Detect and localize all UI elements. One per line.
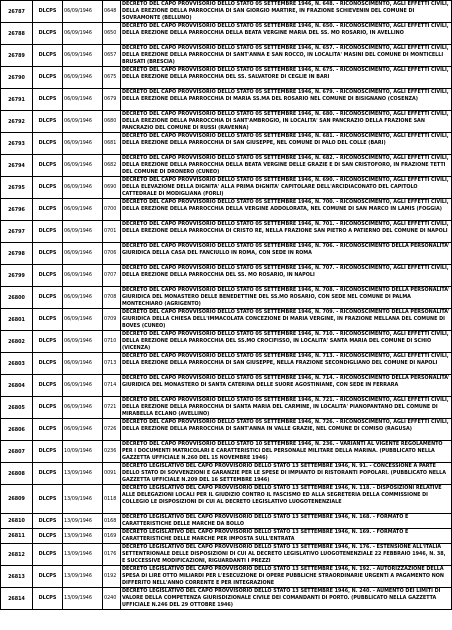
record-number: 26796 xyxy=(1,199,33,221)
act-number: 0118 xyxy=(103,485,121,514)
act-description: DECRETO DEL CAPO PROVVISORIO DELLO STATO 05 SETTEMBRE 1946, N. 690. - RICONOSCIMENTO, AGLI EFFETTI CIVILI, DELLA ELEVAZIONE DELLA DIGNITA' ALLA PRIMA DIGNITA' CAPITOLARE DELL'ARCIDIACONATO DEL CAPITOLO CATTEDRALE DI MODIGLIANA (FORLI) xyxy=(121,177,452,199)
act-type: DLCPS xyxy=(33,243,63,265)
table-row xyxy=(1,375,452,397)
act-description: DECRETO DEL CAPO PROVVISORIO DELLO STATO 05 SETTEMBRE 1946, N. 650. - RICONOSCIMENTO, AGLI EFFETTI CIVILI, DELLA EREZIONE DELLA PARROCCHIA DELLA BEATA VERGINE MARIA DEL SS. MO ROSARIO, IN AVELLINO xyxy=(121,23,452,45)
record-number: 26790 xyxy=(1,67,33,89)
table-row xyxy=(1,529,452,544)
act-date: 10/09/1946 xyxy=(63,441,103,463)
act-description: DECRETO DEL CAPO PROVVISORIO DELLO STATO 05 SETTEMBRE 1946, N. 701. - RICONOSCIMENTO, AGLI EFFETTI CIVILI, DELLA EREZIONE DELLA PARROCCHIA DI CRISTO RE, NELLA FRAZIONE SAN PIETRO A PATIERNO DEL COMUNE DI NAPOLI xyxy=(121,221,452,243)
record-number: 26802 xyxy=(1,331,33,353)
act-description: DECRETO DEL CAPO PROVVISORIO DELLO STATO 05 SETTEMBRE 1946, N. 721. - RICONOSCIMENTO, AGLI EFFETTI CIVILI, DELLA EREZIONE DELLA PARROCCHIA DI SANTA MARIA DEL CARMINE, IN LOCALITA' PIANOPANTANO DEL COMUNE DI MIRABELLA ECLANO (AVELLINO) xyxy=(121,397,452,419)
act-date: 13/09/1946 xyxy=(63,588,103,610)
act-description: DECRETO DEL CAPO PROVVISORIO DELLO STATO 05 SETTEMBRE 1946, N. 706. - RICONOSCIMENTO DELLA PERSONALITA' GIURIDICA DELLA CASA DEL FANCIULLO IN ROMA, CON SEDE IN ROMA xyxy=(121,243,452,265)
table-row xyxy=(1,544,452,566)
act-type: DLCPS xyxy=(33,45,63,67)
record-number: 26795 xyxy=(1,177,33,199)
record-number: 26810 xyxy=(1,514,33,529)
act-number: 0169 xyxy=(103,529,121,544)
act-date: 06/09/1946 xyxy=(63,177,103,199)
act-number: 0657 xyxy=(103,45,121,67)
act-description: DECRETO DEL CAPO PROVVISORIO DELLO STATO 05 SETTEMBRE 1946, N. 681. - RICONOSCIMENTO, AGLI EFFETTI CIVILI, DELLA EREZIONE DELLA PARROCCHIA DI SAN GIUSEPPE, NEL COMUNE DI PALO DEL COLLE (BARI) xyxy=(121,133,452,155)
act-number: 0680 xyxy=(103,111,121,133)
table-row xyxy=(1,397,452,419)
record-number: 26806 xyxy=(1,419,33,441)
act-number: 0168 xyxy=(103,514,121,529)
table-row xyxy=(1,287,452,309)
table-row xyxy=(1,177,452,199)
table-row xyxy=(1,441,452,463)
act-description: DECRETO DEL CAPO PROVVISORIO DELLO STATO 05 SETTEMBRE 1946, N. 708. - RICONOSCIMENTO DELLA PERSONALITA' GIURIDICA DEL MONASTERO DELLE BENEDETTINE DEL SS.MO ROSARIO, CON SEDE NEL COMUNE DI PALMA MONTECHIARO (AGRIGENTO) xyxy=(121,287,452,309)
act-date: 06/09/1946 xyxy=(63,419,103,441)
record-number: 26798 xyxy=(1,243,33,265)
act-date: 06/09/1946 xyxy=(63,309,103,331)
act-type: DLCPS xyxy=(33,287,63,309)
act-description: DECRETO LEGISLATIVO DEL CAPO PROVVISORIO DELLO STATO 13 SETTEMBRE 1946, N. 118. - DISPOSIZIONI RELATIVE ALLE DELEGAZIONI LOCALI PER IL GIUDIZIO CONTRO IL FASCISMO ED ALLA SEGRETERIA DELLA COMMISSIONE DI COLLEGIO LE DISPOSIZIONI DI CUI AL DECRETO LEGISLATIVO LUOGOTENENZIALE xyxy=(121,485,452,514)
act-type: DLCPS xyxy=(33,309,63,331)
table-row xyxy=(1,265,452,287)
act-number: 0176 xyxy=(103,544,121,566)
act-type: DLCPS xyxy=(33,353,63,375)
table-row xyxy=(1,309,452,331)
table-row xyxy=(1,67,452,89)
act-description: DECRETO LEGISLATIVO DEL CAPO PROVVISORIO DELLO STATO 13 SETTEMBRE 1946, N. 192. - AUTORIZZAZIONE DELLA SPESA DI LIRE OTTO MILIARDI PER L'ESECUZIONE DI OPERE PUBBLICHE STRAORDINARIE URGENTI A PAGAMENTO NON DIFFERITO NELL'ANNO CORRENTE E PER INTEGRAZIONE xyxy=(121,566,452,588)
act-number: 0700 xyxy=(103,199,121,221)
act-number: 0707 xyxy=(103,265,121,287)
record-number: 26811 xyxy=(1,529,33,544)
table-row xyxy=(1,111,452,133)
table-row xyxy=(1,155,452,177)
act-type: DLCPS xyxy=(33,67,63,89)
act-description: DECRETO DEL CAPO PROVVISORIO DELLO STATO 05 SETTEMBRE 1946, N. 713. - RICONOSCIMENTO, AGLI EFFETTI CIVILI, DELLA EREZIONE DELLA PARROCCHIA DI SAN GIUSEPPE, NELLA FRAZIONE SECONDIGLIANO DEL COMUNE DI NAPOLI xyxy=(121,353,452,375)
act-number: 0236 xyxy=(103,441,121,463)
record-number: 26789 xyxy=(1,45,33,67)
table-row xyxy=(1,23,452,45)
act-description: DECRETO DEL CAPO PROVVISORIO DELLO STATO 10 SETTEMBRE 1946, N. 236. - VARIANTI AL VIGENTE REGOLAMENTO PER I DOCUMENTI MATRICOLARI E CARATTERISTICI DEL PERSONALE MILITARE DELLA MARINA. (PUBBLICATO NELLA GAZZETTA UFFICIALE N.260 DEL 15 NOVEMBRE 1946) xyxy=(121,441,452,463)
act-date: 06/09/1946 xyxy=(63,89,103,111)
act-date: 06/09/1946 xyxy=(63,353,103,375)
act-description: DECRETO DEL CAPO PROVVISORIO DELLO STATO 05 SETTEMBRE 1946, N. 707. - RICONOSCIMENTO, AGLI EFFETTI CIVILI, DELLA EREZIONE DELLA PARROCCHIA DEL SS. MO ROSARIO, IN NAPOLI xyxy=(121,265,452,287)
act-number: 0675 xyxy=(103,67,121,89)
act-description: DECRETO LEGISLATIVO DEL CAPO PROVVISORIO DELLO STATO 13 SETTEMBRE 1946, N. 91. - CONCESSIONE A PARTE DELLO STATO DI SOVVENZIONI E GARANZIE PER LE SPESE DI IMPIANTO DI RISTORANTI POPOLARI. (PUBBLICATO NELLA GAZZETTA UFFICIALE N.209 DEL 16 SETTEMBRE 1946) xyxy=(121,463,452,485)
act-description: DECRETO DEL CAPO PROVVISORIO DELLO STATO 05 SETTEMBRE 1946, N. 657. - RICONOSCIMENTO, AGLI EFFETTI CIVILI, DELLA EREZIONE DELLA PARROCCHIA DI SANT'ANNA E SAN ROCCO, IN LOCALITA' MASINI DEL COMUNE DI MONTICELLI BRUSATI (BRESCIA) xyxy=(121,45,452,67)
record-number: 26808 xyxy=(1,463,33,485)
table-row xyxy=(1,133,452,155)
act-type: DLCPS xyxy=(33,529,63,544)
act-description: DECRETO DEL CAPO PROVVISORIO DELLO STATO 05 SETTEMBRE 1946, N. 675. - RICONOSCIMENTO, AGLI EFFETTI CIVILI, DELLA EREZIONE DELLA PARROCCHIA DEL SS. SALVATORE DI CEGLIE IN BARI xyxy=(121,67,452,89)
act-date: 06/09/1946 xyxy=(63,375,103,397)
act-description: DECRETO DEL CAPO PROVVISORIO DELLO STATO 05 SETTEMBRE 1946, N. 709. - RICONOSCIMENTO DELLA PERSONALITA' GIURIDICA DELLA CHIESA DELL'IMMACOLATA CONCEZIONE DI MARIA VERGINE, IN FRAZIONE MELLANA DEL COMUNE DI BOVES (CUNEO) xyxy=(121,309,452,331)
act-type: DLCPS xyxy=(33,265,63,287)
act-date: 13/09/1946 xyxy=(63,566,103,588)
act-number: 0706 xyxy=(103,243,121,265)
act-date: 06/09/1946 xyxy=(63,243,103,265)
table-row xyxy=(1,485,452,514)
act-description: DECRETO LEGISLATIVO DEL CAPO PROVVISORIO DELLO STATO 13 SETTEMBRE 1946, N. 168. - FORMATO E CARATTERISTICHE DELLE MARCHE DA BOLLO xyxy=(121,514,452,529)
table-row xyxy=(1,353,452,375)
register-body xyxy=(1,1,452,610)
act-description: DECRETO DEL CAPO PROVVISORIO DELLO STATO 05 SETTEMBRE 1946, N. 679. - RICONOSCIMENTO, AGLI EFFETTI CIVILI, DELLA EREZIONE DELLA PARROCCHIA DI MARIA SS.MA DEL ROSARIO NEL COMUNE DI BISIGNANO (COSENZA) xyxy=(121,89,452,111)
act-date: 13/09/1946 xyxy=(63,544,103,566)
act-type: DLCPS xyxy=(33,544,63,566)
table-row xyxy=(1,199,452,221)
act-type: DLCPS xyxy=(33,133,63,155)
record-number: 26800 xyxy=(1,287,33,309)
act-date: 06/09/1946 xyxy=(63,67,103,89)
act-number: 0192 xyxy=(103,566,121,588)
act-type: DLCPS xyxy=(33,331,63,353)
record-number: 26809 xyxy=(1,485,33,514)
act-number: 0726 xyxy=(103,419,121,441)
act-date: 06/09/1946 xyxy=(63,155,103,177)
act-description: DECRETO LEGISLATIVO DEL CAPO PROVVISORIO DELLO STATO 13 SETTEMBRE 1946, N. 240. - AUMENTO DEI LIMITI DI VALORE DELLA COMPETENZA GIURISDIZIONALE CIVILE DEI COMANDANTI DI PORTO. (PUBBLICATO NELLA GAZZETTA UFFICIALE N.246 DEL 29 OTTOBRE 1946) xyxy=(121,588,452,610)
act-type: DLCPS xyxy=(33,375,63,397)
record-number: 26794 xyxy=(1,155,33,177)
act-type: DLCPS xyxy=(33,485,63,514)
table-row xyxy=(1,45,452,67)
act-type: DLCPS xyxy=(33,111,63,133)
act-description: DECRETO DEL CAPO PROVVISORIO DELLO STATO 05 SETTEMBRE 1946, N. 648. - RICONOSCIMENTO, AGLI EFFETTI CIVILI, DELLA EREZIONE DELLA PARROCCHIA DI SAN GIORGIO MARTIRE, IN FRAZIONE SCHIEVENIN DEL COMUNE DI SOVRAMONTE (BELLUNO) xyxy=(121,1,452,23)
act-description: DECRETO DEL CAPO PROVVISORIO DELLO STATO 05 SETTEMBRE 1946, N. 710. - RICONOSCIMENTO, AGLI EFFETTI CIVILI, DELLA EREZIONE DELLA PARROCCHIA DEL SS.MO CROCIFISSO, IN LOCALITA' SANTA MARIA DEL COMUNE DI SCHIO (VICENZA) xyxy=(121,331,452,353)
act-type: DLCPS xyxy=(33,155,63,177)
act-date: 13/09/1946 xyxy=(63,485,103,514)
record-number: 26804 xyxy=(1,375,33,397)
act-description: DECRETO LEGISLATIVO DEL CAPO PROVVISORIO DELLO STATO 13 SETTEMBRE 1946, N. 169. - FORMATO E CARATTERISTICHE DELLE MARCHE PER IMPOSTA SULL'ENTRATA xyxy=(121,529,452,544)
act-date: 06/09/1946 xyxy=(63,111,103,133)
act-description: DECRETO DEL CAPO PROVVISORIO DELLO STATO 05 SETTEMBRE 1946, N. 714. - RICONOSCIMENTO DELLA PERSONALITA' GIURIDICA DEL MONASTERO DI SANTA CATERINA DELLE SUORE AGOSTINIANE, CON SEDE IN FERRARA xyxy=(121,375,452,397)
act-type: DLCPS xyxy=(33,221,63,243)
act-date: 06/09/1946 xyxy=(63,1,103,23)
act-number: 0710 xyxy=(103,331,121,353)
act-number: 0721 xyxy=(103,397,121,419)
act-number: 0648 xyxy=(103,1,121,23)
table-row xyxy=(1,221,452,243)
act-number: 0650 xyxy=(103,23,121,45)
act-number: 0708 xyxy=(103,287,121,309)
act-description: DECRETO DEL CAPO PROVVISORIO DELLO STATO 05 SETTEMBRE 1946, N. 682. - RICONOSCIMENTO, AGLI EFFETTI CIVILI, DELLA EREZIONE DELLA PARROCCHIA DELLA BEATA VERGINE DELLE GRAZIE E DI SAN CRISTOFORO, IN FRAZIONE TETTI DEL COMUNE DI DRONERO (CUNEO) xyxy=(121,155,452,177)
record-number: 26793 xyxy=(1,133,33,155)
act-number: 0709 xyxy=(103,309,121,331)
table-row xyxy=(1,1,452,23)
act-date: 06/09/1946 xyxy=(63,265,103,287)
act-description: DECRETO DEL CAPO PROVVISORIO DELLO STATO 05 SETTEMBRE 1946, N. 700. - RICONOSCIMENTO, AGLI EFFETTI CIVILI, DELLA EREZIONE DELLA PARROCCHIA DELLA VERGINE ADDOLORATA, NEL COMUNE DI SAN MARCO IN LAMIS (FOGGIA) xyxy=(121,199,452,221)
act-number: 0713 xyxy=(103,353,121,375)
table-row xyxy=(1,89,452,111)
table-row xyxy=(1,514,452,529)
record-number: 26792 xyxy=(1,111,33,133)
record-number: 26812 xyxy=(1,544,33,566)
record-number: 26813 xyxy=(1,566,33,588)
act-description: DECRETO DEL CAPO PROVVISORIO DELLO STATO 05 SETTEMBRE 1946, N. 680. - RICONOSCIMENTO, AGLI EFFETTI CIVILI, DELLA EREZIONE DELLA PARROCCHIA DI SANT'AMBROGIO, IN LOCALITA' SAN PANCRAZIO DELLA FRAZIONE SAN PANCRAZIO DEL COMUNE DI RUSSI (RAVENNA) xyxy=(121,111,452,133)
act-date: 06/09/1946 xyxy=(63,397,103,419)
act-number: 0091 xyxy=(103,463,121,485)
act-type: DLCPS xyxy=(33,23,63,45)
act-type: DLCPS xyxy=(33,1,63,23)
act-type: DLCPS xyxy=(33,588,63,610)
act-description: DECRETO LEGISLATIVO DEL CAPO PROVVISORIO DELLO STATO 13 SETTEMBRE 1946, N. 176. - ESTENSIONE ALL'ITALIA SETTENTRIONALE DELLE DISPOSIZIONI DI CUI AL DECRETO LEGISLATIVO LUOGOTENENZIALE 22 FEBBRAIO 1946, N. 38, E SUCCESSIVE MODIFICAZIONI, RIGUARDANTI I PREZZI xyxy=(121,544,452,566)
record-number: 26807 xyxy=(1,441,33,463)
record-number: 26799 xyxy=(1,265,33,287)
record-number: 26788 xyxy=(1,23,33,45)
record-number: 26814 xyxy=(1,588,33,610)
act-type: DLCPS xyxy=(33,177,63,199)
act-type: DLCPS xyxy=(33,441,63,463)
act-date: 06/09/1946 xyxy=(63,133,103,155)
act-type: DLCPS xyxy=(33,199,63,221)
act-description: DECRETO DEL CAPO PROVVISORIO DELLO STATO 05 SETTEMBRE 1946, N. 726. - RICONOSCIMENTO, AGLI EFFETTI CIVILI, DELLA EREZIONE DELLA PARROCCHIA DI SANT'ANNA IN VALLE GRAZIE, NEL COMUNE DI COMISO (RAGUSA) xyxy=(121,419,452,441)
act-date: 13/09/1946 xyxy=(63,514,103,529)
record-number: 26801 xyxy=(1,309,33,331)
act-type: DLCPS xyxy=(33,463,63,485)
table-row xyxy=(1,331,452,353)
record-number: 26791 xyxy=(1,89,33,111)
record-number: 26805 xyxy=(1,397,33,419)
act-type: DLCPS xyxy=(33,419,63,441)
act-type: DLCPS xyxy=(33,397,63,419)
act-date: 06/09/1946 xyxy=(63,221,103,243)
record-number: 26803 xyxy=(1,353,33,375)
record-number: 26787 xyxy=(1,1,33,23)
table-row xyxy=(1,419,452,441)
act-number: 0714 xyxy=(103,375,121,397)
act-number: 0682 xyxy=(103,155,121,177)
act-date: 06/09/1946 xyxy=(63,287,103,309)
act-number: 0701 xyxy=(103,221,121,243)
act-number: 0681 xyxy=(103,133,121,155)
table-row xyxy=(1,566,452,588)
act-date: 06/09/1946 xyxy=(63,23,103,45)
act-date: 06/09/1946 xyxy=(63,331,103,353)
act-type: DLCPS xyxy=(33,566,63,588)
act-date: 13/09/1946 xyxy=(63,463,103,485)
act-date: 06/09/1946 xyxy=(63,45,103,67)
table-row xyxy=(1,243,452,265)
act-number: 0240 xyxy=(103,588,121,610)
act-number: 0690 xyxy=(103,177,121,199)
act-date: 13/09/1946 xyxy=(63,529,103,544)
act-date: 06/09/1946 xyxy=(63,199,103,221)
act-type: DLCPS xyxy=(33,89,63,111)
table-row xyxy=(1,588,452,610)
record-number: 26797 xyxy=(1,221,33,243)
table-row xyxy=(1,463,452,485)
act-number: 0679 xyxy=(103,89,121,111)
act-type: DLCPS xyxy=(33,514,63,529)
